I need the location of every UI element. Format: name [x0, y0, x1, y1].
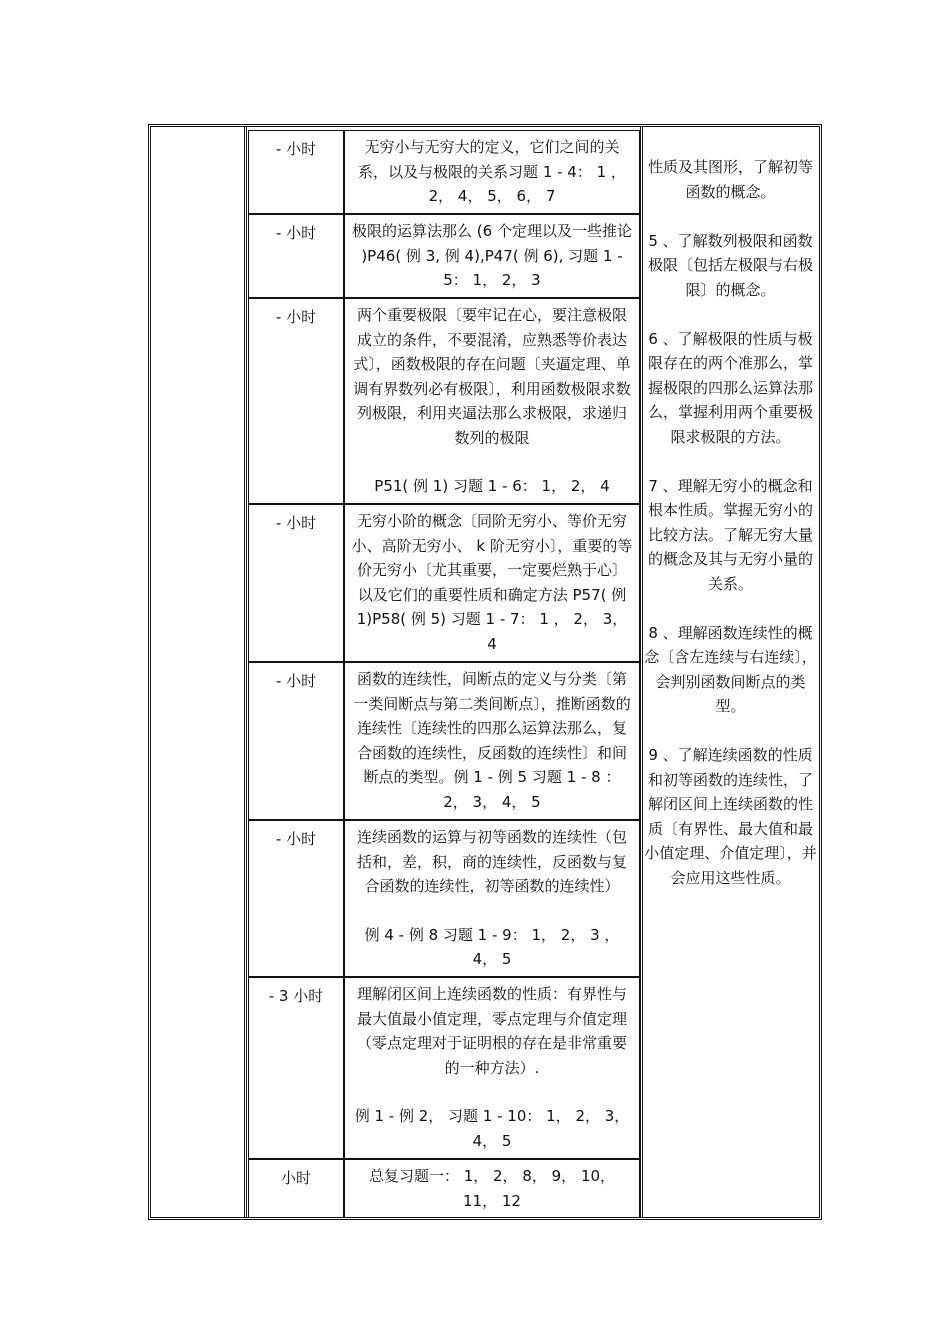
hours-cell: 小时: [248, 1159, 344, 1218]
topic-exercise: 例 4 - 例 8 习题 1 - 9： 1， 2， 3 ， 4， 5: [364, 925, 620, 968]
topic-text: 函数的连续性，间断点的定义与分类〔第一类间断点与第二类间断点〕，推断函数的连续性〔连续性的四那么运算法那么，复合函数的连续性，反函数的连续性〕和间断点的类型。例 1 - 例 5 习题 1 - 8 ： 2， 3， 4， 5: [353, 670, 631, 811]
hours-cell: - 小时: [248, 504, 344, 662]
goal-item: 性质及其图形，了解初等函数的概念。: [647, 158, 813, 201]
hours-cell: - 小时: [248, 130, 344, 214]
topic-cell: [344, 130, 640, 214]
goal-item: 6 、了解极限的性质与极限存在的两个准那么，掌握极限的四那么运算法那么，掌握利用两个重要极限求极限的方法。: [647, 329, 813, 446]
topic-text: 总复习题一： 1， 2， 8， 9， 10， 11， 12: [368, 1167, 616, 1210]
goal-item: 5 、了解数列极限和函数极限〔包括左极限与右极限〕的概念。: [647, 231, 813, 299]
course-schedule-table: [148, 124, 822, 1220]
hours-cell: - 小时: [248, 298, 344, 504]
hours-cell: - 小时: [248, 662, 344, 820]
topic-text: 连续函数的运算与初等函数的连续性（包括和，差，积，商的连续性，反函数与复合函数的连续性，初等函数的连续性）: [356, 828, 627, 895]
goal-item: 8 、理解函数连续性的概念〔含左连续与右连续〕，会判别函数间断点的类型。: [644, 623, 817, 715]
topic-cell: [344, 1159, 640, 1218]
topic-text: 无穷小阶的概念〔同阶无穷小、等价无穷小、高阶无穷小、 k 阶无穷小〕，重要的等价无穷小〔尤其重要，一定要烂熟于心〕以及它们的重要性质和确定方法 P57( 例 1)P58( 例 5) 习题 1 - 7： 1 ， 2， 3， 4: [351, 512, 633, 653]
topic-text: 无穷小与无穷大的定义，它们之间的关系，以及与极限的关系习题 1 - 4： 1 ， 2， 4， 5， 6， 7: [358, 138, 626, 205]
topic-text: 理解闭区间上连续函数的性质：有界性与最大值最小值定理，零点定理与介值定理（零点定理对于证明根的存在是非常重要的一种方法）.: [356, 985, 627, 1077]
goal-item: 9 、了解连续函数的性质和初等函数的连续性，了解闭区间上连续函数的性质〔有界性、最大值和最小值定理、介值定理〕，并会应用这些性质。: [644, 746, 817, 887]
topic-cell: [344, 977, 640, 1159]
hours-cell: - 小时: [248, 820, 344, 977]
topic-exercise: 例 1 - 例 2， 习题 1 - 10： 1， 2， 3， 4， 5: [354, 1107, 630, 1150]
topic-cell: [344, 820, 640, 977]
goal-item: 7 、理解无穷小的概念和根本性质。掌握无穷小的比较方法。了解无穷大量的概念及其与无穷小量的关系。: [647, 476, 813, 593]
topic-text: 极限的运算法那么 (6 个定理以及一些推论 )P46( 例 3, 例 4),P47( 例 6), 习题 1 - 5： 1， 2， 3: [352, 222, 632, 289]
topic-exercise: P51( 例 1) 习题 1 - 6： 1， 2， 4: [374, 477, 610, 495]
topic-cell: [344, 662, 640, 820]
topic-cell: [344, 298, 640, 504]
learning-goals: [643, 155, 818, 915]
topic-cell: [344, 214, 640, 298]
column-divider: [244, 127, 247, 1217]
hours-cell: - 小时: [248, 214, 344, 298]
topic-text: 两个重要极限〔要牢记在心，要注意极限成立的条件，不要混淆，应熟悉等价表达式〕，函数极限的存在问题〔夹逼定理、单调有界数列必有极限〕，利用函数极限求数列极限，利用夹逼法那么求极限，求递归数列的极限: [353, 306, 631, 447]
topic-cell: [344, 504, 640, 662]
hours-cell: - 3 小时: [248, 977, 344, 1159]
